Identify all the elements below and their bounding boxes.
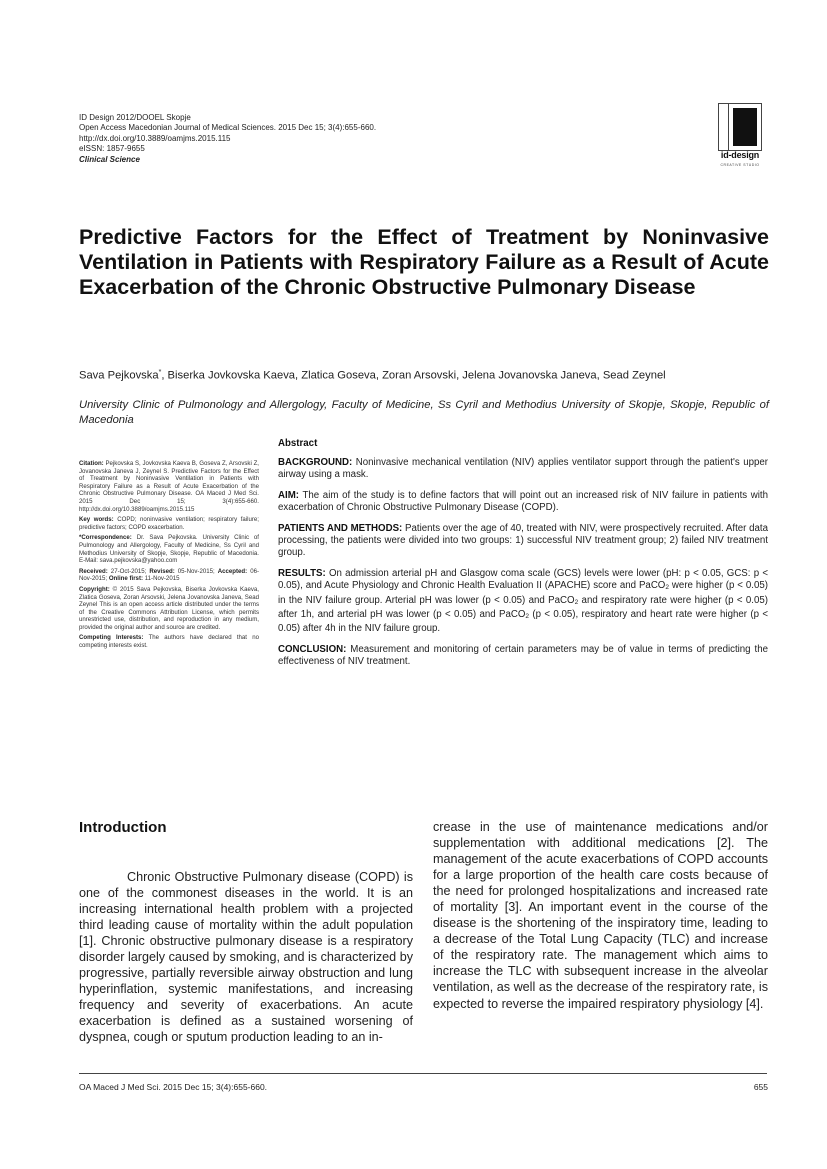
eissn-line: eISSN: 1857-9655 (79, 144, 145, 154)
correspondence-info: *Correspondence: Dr. Sava Pejkovska. University Clinic of Pulmonology and Allergology, Faculty of Medicine, Ss Cyril and Methodius University of Skopje, Skopje, Republic of Macedonia. E-Mail: sava.pejkovska@yahoo.com (79, 534, 259, 565)
journal-header (79, 113, 439, 165)
publisher-logo (718, 103, 762, 171)
footer-citation: OA Maced J Med Sci. 2015 Dec 15; 3(4):655-660. (79, 1082, 268, 1092)
abstract-methods: PATIENTS AND METHODS: Patients over the age of 40, treated with NIV, were prospectively recruited. After data processing, the patients were divided into two groups: 1) successful NIV treatment group; 2) failed NIV treatment group. (278, 522, 768, 559)
correspondence-mark: * (158, 369, 162, 376)
abstract-aim: AIM: The aim of the study is to define factors that will point out an increased risk of NIV failure in patients with exacerbation of Chronic Obstructive Pulmonary Disease (COPD). (278, 489, 768, 514)
other-authors: , Biserka Jovkovska Kaeva, Zlatica Goseva, Zoran Arsovski, Jelena Jovanovska Janeva, Sead Zeynel (161, 369, 666, 382)
introduction-column-1 (79, 869, 413, 1046)
abstract-background: BACKGROUND: Noninvasive mechanical ventilation (NIV) applies ventilator support through the patient's upper airway using a mask. (278, 457, 768, 481)
affiliation: University Clinic of Pulmonology and Allergology, Faculty of Medicine, Ss Cyril and Methodius University of Skopje, Skopje, Republic of Macedonia (79, 399, 769, 426)
abstract-conclusion: CONCLUSION: Measurement and monitoring of certain parameters may be of value in terms of predicting the effectiveness of NIV treatment. (278, 643, 768, 668)
doi-link[interactable]: http://dx.doi.org/10.3889/oamjms.2015.115 (79, 133, 231, 143)
article-title: Predictive Factors for the Effect of Treatment by Noninvasive Ventilation in Patients with Respiratory Failure as a Result of Acute Exacerbation of the Chronic Obstructive Pulmonary Disease (79, 225, 769, 299)
page-number: 655 (753, 1082, 768, 1092)
dates-info: Received: 27-Oct-2015; Revised: 05-Nov-2015; Accepted: 06-Nov-2015; Online first: 11-Nov-2015 (79, 567, 259, 583)
logo-brand-text: id-design (720, 150, 760, 160)
author-list (79, 369, 779, 382)
logo-mark-icon (718, 103, 762, 151)
citation-info: Citation: Pejkovska S, Jovkovska Kaeva B, Goseva Z, Arsovski Z, Jovanovska Janeva J, Zeynel S. Predictive Factors for the Effect of Treatment by Noninvasive Ventilation in Patients with Respiratory Failure as a Result of Acute Exacerbation of the Chronic Obstructive Pulmonary Disease. OA Maced J Med Sci. 2015 Dec 15; 3(4):655-660. http://dx.doi.org/10.3889/oamjms.2015.115 (79, 460, 259, 513)
abstract-heading: Abstract (278, 438, 318, 449)
logo-tagline: CREATIVE STUDIO (720, 163, 760, 167)
competing-interests-info: Competing Interests: The authors have declared that no competing interests exist. (79, 634, 259, 650)
abstract-results: RESULTS: On admission arterial pH and Glasgow coma scale (GCS) levels were lower (pH: p < 0.05, GCS: p < 0.05), and Acute Physiology and Chronic Health Evaluation II (APACHE) score and PaCO$_2$ were higher (p < 0.05) in the NIV failure group. Arterial pH was lower (p < 0.05) and PaCO$_2$ and respiratory rate were higher (p < 0.05) after 1h, and arterial pH was lower (p < 0.05) and PaCO$_2$ (p < 0.05), respiratory and heart rate were higher (p < 0.05) after 4h in the NIV failure group. (278, 567, 768, 635)
footer-divider (79, 1073, 767, 1074)
keywords-info: Key words: COPD; noninvasive ventilation; respiratory failure; predictive factors; COPD exacerbation. (79, 516, 259, 531)
introduction-column-2: crease in the use of maintenance medications and/or supplementation with additional medications [2]. The management of the acute exacerbations of COPD accounts for a large proportion of the health care costs because of the need for prolonged hospitalizations and increased rate of mortality [3]. An important event in the course of the disease is the shortening of the inspiratory time, leading to a decrease of the Total Lung Capacity (TLC) and increase of the respiratory rate. The management which aims to increase the TLC with subsequent increase in the alveolar ventilation, as well as the decrease of the respiratory rate, is expected to reverse the impaired respiratory physiology [4]. (433, 820, 768, 1011)
abstract-body (278, 457, 768, 677)
first-author: Sava Pejkovska (79, 369, 159, 382)
journal-line: Open Access Macedonian Journal of Medical Sciences. 2015 Dec 15; 3(4):655-660. (79, 123, 377, 133)
introduction-text-1: Chronic Obstructive Pulmonary disease (COPD) is one of the commonest diseases in the world. It is an increasing international health problem with a projected third leading cause of mortality within the adult population [1]. Chronic obstructive pulmonary disease is a respiratory disorder largely caused by smoking, and is characterized by progressive, partially reversible airway obstruction and lung hyperinflation, systemic manifestations, and increasing frequency and severity of exacerbations. An acute exacerbation is defined as a sustained worsening of dyspnea, cough or sputum production leading to an in- (79, 870, 413, 1045)
introduction-heading: Introduction (79, 819, 167, 836)
publisher-line: ID Design 2012/DOOEL Skopje (79, 113, 191, 122)
copyright-info: Copyright: © 2015 Sava Pejkovska, Biserka Jovkovska Kaeva, Zlatica Goseva, Zoran Arsovski, Jelena Jovanovska Janeva, Sead Zeynel This is an open access article distributed under the terms of the Creative Commons Attribution License, which permits unrestricted use, distribution, and reproduction in any medium, provided the original author and source are credited. (79, 585, 259, 631)
article-info-column (79, 460, 259, 653)
section-label: Clinical Science (79, 154, 140, 164)
